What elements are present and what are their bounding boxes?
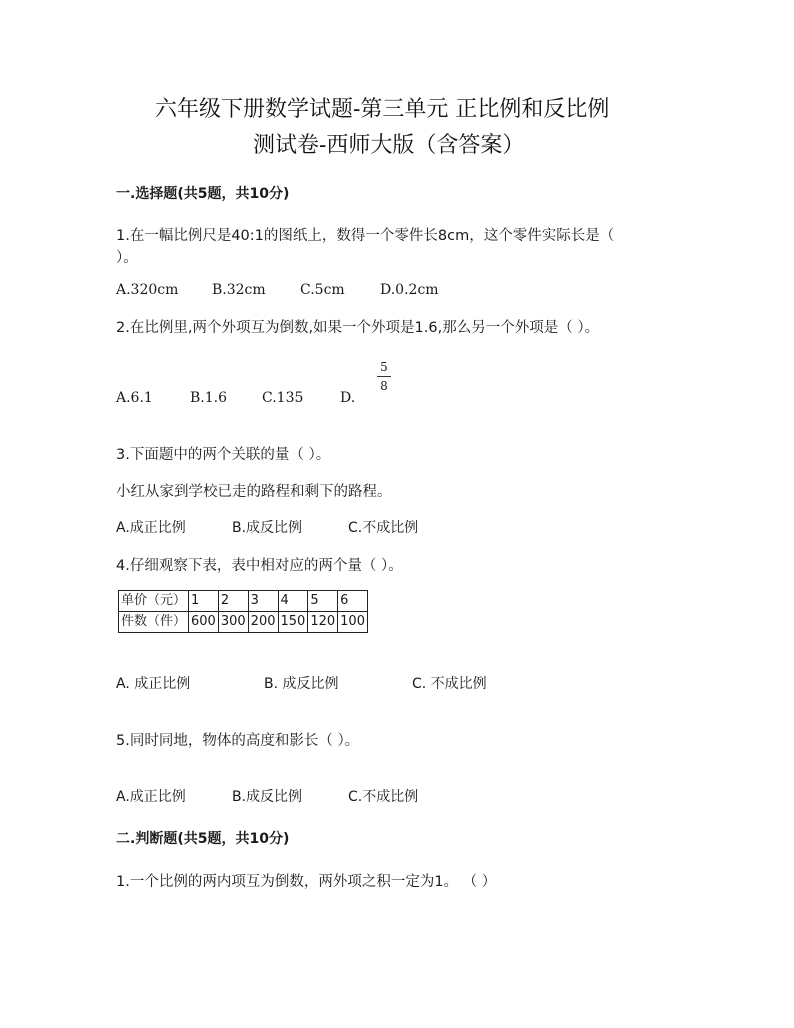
table-cell: 120 <box>308 612 338 633</box>
question-1-text: 1.在一幅比例尺是40:1的图纸上，数得一个零件长8cm，这个零件实际长是（ <box>116 228 615 244</box>
question-5-text: 5.同时同地，物体的高度和影长（ ）。 <box>116 733 360 749</box>
question-2-option-b: B.1.6 <box>190 390 228 406</box>
question-1-option-d: D.0.2cm <box>380 282 439 298</box>
table-cell: 3 <box>248 591 278 612</box>
table-cell: 1 <box>189 591 219 612</box>
price-quantity-table <box>118 590 368 633</box>
question-2-option-c: C.135 <box>262 390 304 406</box>
table-cell: 150 <box>278 612 308 633</box>
table-cell: 件数（件） <box>119 612 189 633</box>
question-4-option-b: B. 成反比例 <box>264 676 339 692</box>
section-heading-judgment: 二.判断题(共5题，共10分) <box>116 831 290 847</box>
question-5-option-a: A.成正比例 <box>116 789 186 805</box>
question-1-option-a: A.320cm <box>116 282 179 298</box>
table-cell: 6 <box>338 591 368 612</box>
question-4-text: 4.仔细观察下表，表中相对应的两个量（ ）。 <box>116 558 403 574</box>
question-3-option-a: A.成正比例 <box>116 520 186 536</box>
question-2-option-d: D. <box>340 390 356 406</box>
document-title-line2: 测试卷-西师大版（含答案） <box>253 133 525 158</box>
fraction-bar <box>377 376 391 377</box>
table-cell: 300 <box>218 612 248 633</box>
judgment-question-1-text: 1.一个比例的两内项互为倒数，两外项之积一定为1。 （ ） <box>116 874 497 890</box>
question-3-scenario: 小红从家到学校已走的路程和剩下的路程。 <box>116 484 392 500</box>
question-2-option-a: A.6.1 <box>116 390 153 406</box>
question-4-option-a: A. 成正比例 <box>116 676 191 692</box>
table-cell: 200 <box>248 612 278 633</box>
table-cell: 4 <box>278 591 308 612</box>
question-1-text-cont: ）。 <box>116 250 138 266</box>
table-cell: 600 <box>189 612 219 633</box>
table-cell: 5 <box>308 591 338 612</box>
question-1-option-c: C.5cm <box>300 282 345 298</box>
document-title-line1: 六年级下册数学试题-第三单元 正比例和反比例 <box>155 97 610 122</box>
fraction-numerator: 5 <box>380 360 388 374</box>
question-3-option-c: C.不成比例 <box>348 520 419 536</box>
table-cell: 单价（元） <box>119 591 189 612</box>
table-row <box>119 591 368 612</box>
question-5-option-b: B.成反比例 <box>232 789 303 805</box>
table-row <box>119 612 368 633</box>
question-3-text: 3.下面题中的两个关联的量（ ）。 <box>116 447 331 463</box>
question-2-fraction <box>377 360 391 393</box>
question-4-option-c: C. 不成比例 <box>412 676 487 692</box>
question-2-text: 2.在比例里,两个外项互为倒数,如果一个外项是1.6,那么另一个外项是（ ）。 <box>116 320 600 336</box>
fraction-denominator: 8 <box>380 379 388 393</box>
question-5-option-c: C.不成比例 <box>348 789 419 805</box>
table-cell: 100 <box>338 612 368 633</box>
table-cell: 2 <box>218 591 248 612</box>
section-heading-choice: 一.选择题(共5题，共10分) <box>116 186 290 202</box>
question-1-option-b: B.32cm <box>212 282 266 298</box>
question-3-option-b: B.成反比例 <box>232 520 303 536</box>
